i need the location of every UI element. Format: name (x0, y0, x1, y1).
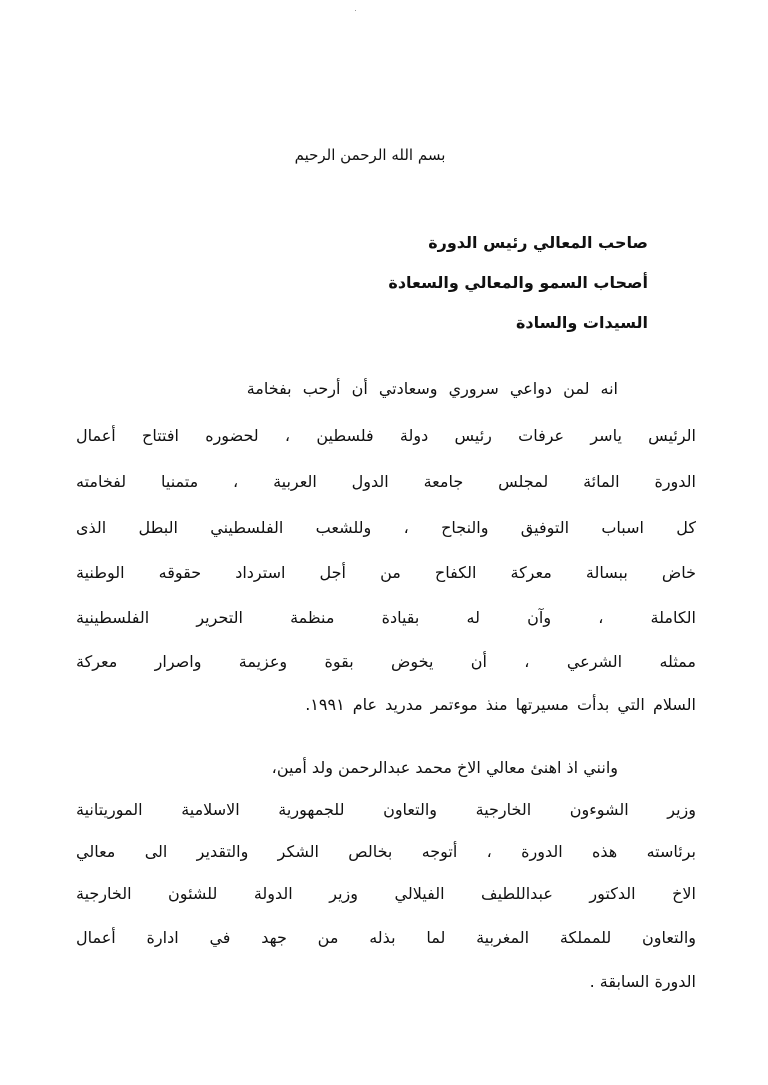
paragraph2-line: الاخ الدكتور عبداللطيف الفيلالي وزير الدولة للشئون الخارجية (76, 884, 696, 903)
paragraph2-line: برئاسته هذه الدورة ، أتوجه بخالص الشكر والتقدير الى معالي (76, 842, 696, 861)
paragraph1-line: السلام التي بدأت مسيرتها منذ موءتمر مدريد عام ١٩٩١. (305, 695, 696, 714)
paragraph2-line: وزير الشوءون الخارجية والتعاون للجمهورية الاسلامية الموريتانية (76, 800, 696, 819)
paragraph1-line: الدورة المائة لمجلس جامعة الدول العربية ، متمنيا لفخامته (76, 472, 696, 491)
paragraph2-line: والتعاون للمملكة المغربية لما بذله من جهد في ادارة أعمال (76, 928, 696, 947)
paragraph1-line: الرئيس ياسر عرفات رئيس دولة فلسطين ، لحضوره افتتاح أعمال (76, 426, 696, 445)
basmala: بسم الله الرحمن الرحيم (294, 146, 446, 164)
paragraph1-line: خاض ببسالة معركة الكفاح من أجل استرداد حقوقه الوطنية (76, 563, 696, 582)
paragraph2-line: الدورة السابقة . (589, 972, 696, 991)
salutation-3: السيدات والسادة (515, 313, 648, 332)
scan-speck (355, 10, 356, 11)
salutation-2: أصحاب السمو والمعالي والسعادة (388, 273, 648, 292)
salutation-1: صاحب المعالي رئيس الدورة (428, 233, 648, 252)
paragraph1-line: ممثله الشرعي ، أن يخوض بقوة وعزيمة واصرار معركة (76, 652, 696, 671)
paragraph2-line: وانني اذ اهنئ معالي الاخ محمد عبدالرحمن ولد أمين، (271, 758, 618, 777)
paragraph1-line: انه لمن دواعي سروري وسعادتي أن أرحب بفخامة (246, 379, 618, 398)
paragraph1-line: الكاملة ، وآن له بقيادة منظمة التحرير الفلسطينية (76, 608, 696, 627)
paragraph1-line: كل اسباب التوفيق والنجاح ، وللشعب الفلسطيني البطل الذى (76, 518, 696, 537)
